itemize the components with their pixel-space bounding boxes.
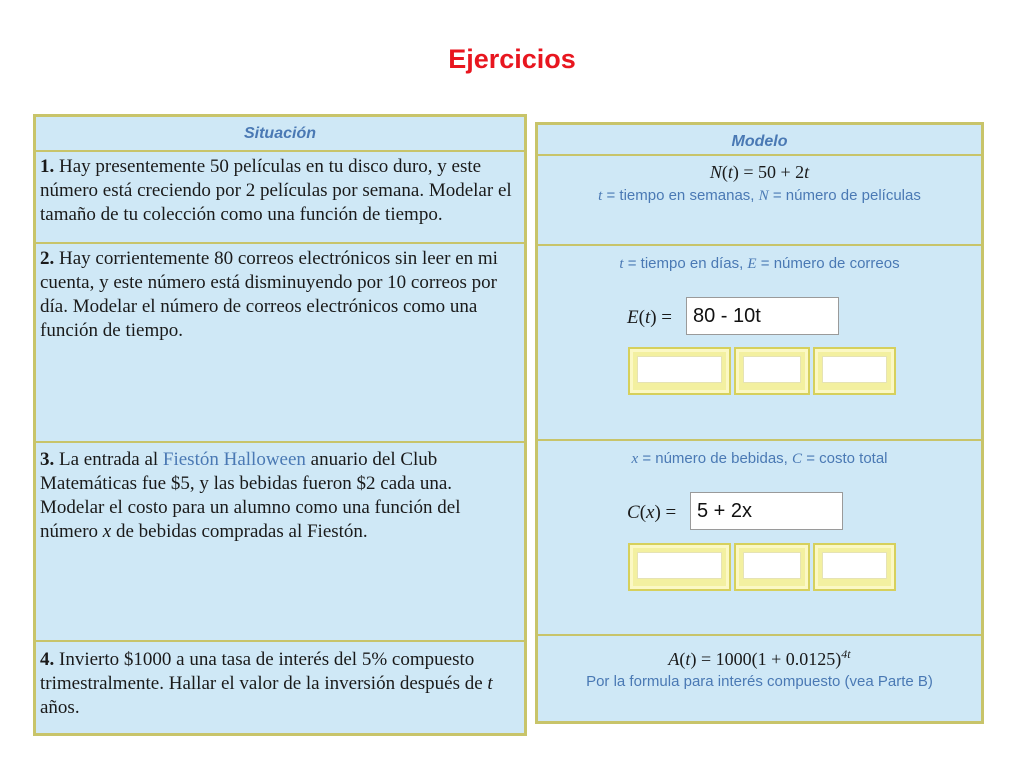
model-description bbox=[538, 450, 981, 468]
model-formula: N(t) = 50 + 2t bbox=[709, 162, 810, 182]
situacion-text: anuario del Club Matemáticas fue $5, y las bebidas fueron $2 cada una. Modelar el costo para un alumno como una función del número bbox=[40, 449, 461, 542]
function-name: A bbox=[668, 649, 680, 669]
variable: t bbox=[619, 256, 624, 272]
function-name: N bbox=[709, 162, 722, 182]
modelo-row-3 bbox=[538, 441, 981, 636]
action-button-3[interactable] bbox=[813, 543, 896, 591]
model-formula: $A(t) = 1000(1 + 0.0125)^{4t}$ bbox=[668, 647, 851, 669]
action-button-1[interactable] bbox=[628, 543, 731, 591]
formula-var: t bbox=[804, 162, 810, 182]
formula-rhs: = 1000(1 + 0.0125) bbox=[700, 649, 842, 669]
description-text: = tiempo en semanas, bbox=[606, 187, 755, 204]
situacion-text: años. bbox=[40, 697, 80, 718]
modelo-row-2 bbox=[538, 246, 981, 441]
description-text: = costo total bbox=[806, 450, 888, 467]
exponent: 4t bbox=[841, 647, 851, 661]
variable: t bbox=[487, 673, 493, 694]
situacion-text: de bebidas compradas al Fiestón. bbox=[115, 521, 368, 542]
variable: E bbox=[747, 256, 757, 272]
variable: C bbox=[792, 451, 803, 467]
situacion-row-1 bbox=[36, 152, 524, 244]
variable: x bbox=[102, 521, 112, 542]
situacion-table bbox=[33, 114, 527, 736]
fieston-halloween-link[interactable]: Fiestón Halloween bbox=[162, 449, 306, 470]
equals-sign: = bbox=[665, 502, 677, 523]
variable: N bbox=[758, 188, 769, 204]
variable: x bbox=[631, 451, 639, 467]
equation-label: C(x) = bbox=[627, 502, 677, 523]
modelo-header: Modelo bbox=[538, 125, 981, 156]
situacion-text: Hay corrientemente 80 correos electrónicos sin leer en mi cuenta, y este número está disminuyendo por 10 correos por día. Modelar el número de correos electrónicos como una función de tiempo. bbox=[40, 248, 498, 341]
equation-label: E(t) = bbox=[627, 307, 673, 328]
row-number: 3. bbox=[40, 449, 55, 470]
function-arg: t bbox=[644, 307, 651, 328]
function-name: E bbox=[627, 307, 639, 328]
equals-sign: = bbox=[661, 307, 673, 328]
row-number: 2. bbox=[40, 248, 55, 269]
row-number: 1. bbox=[40, 156, 55, 177]
modelo-table bbox=[535, 122, 984, 724]
description-text: = número de correos bbox=[760, 255, 900, 272]
function-arg: t bbox=[727, 162, 733, 182]
page-title: Ejercicios bbox=[448, 44, 576, 74]
function-arg: x bbox=[646, 502, 655, 523]
answer-input-e[interactable]: 80 - 10t bbox=[686, 297, 839, 335]
situacion-row-2 bbox=[36, 244, 524, 443]
description-text: = número de películas bbox=[772, 187, 921, 204]
action-button-1[interactable] bbox=[628, 347, 731, 395]
function-name: C bbox=[627, 502, 640, 523]
situacion-row-4 bbox=[36, 642, 524, 734]
description-text: = número de bebidas, bbox=[642, 450, 788, 467]
description-text: = tiempo en días, bbox=[627, 255, 744, 272]
function-arg: t bbox=[685, 649, 691, 669]
modelo-row-4 bbox=[538, 636, 981, 724]
situacion-row-3 bbox=[36, 443, 524, 642]
action-button-2[interactable] bbox=[734, 543, 810, 591]
variable: t bbox=[598, 188, 603, 204]
model-description: Por la formula para interés compuesto (vea Parte B) bbox=[586, 673, 933, 690]
row-number: 4. bbox=[40, 649, 55, 670]
model-description bbox=[538, 255, 981, 273]
model-description bbox=[538, 187, 981, 205]
action-button-2[interactable] bbox=[734, 347, 810, 395]
action-button-3[interactable] bbox=[813, 347, 896, 395]
situacion-text: Hay presentemente 50 películas en tu disco duro, y este número está creciendo por 2 películas por semana. Modelar el tamaño de tu colección como una función de tiempo. bbox=[40, 156, 512, 225]
situacion-text: La entrada al bbox=[59, 449, 159, 470]
modelo-row-1 bbox=[538, 156, 981, 246]
formula-rhs: = 50 + 2 bbox=[743, 162, 805, 182]
situacion-text: Invierto $1000 a una tasa de interés del 5% compuesto trimestralmente. Hallar el valor de la inversión después de bbox=[40, 649, 483, 694]
answer-input-c[interactable]: 5 + 2x bbox=[690, 492, 843, 530]
situacion-header: Situación bbox=[36, 117, 524, 152]
